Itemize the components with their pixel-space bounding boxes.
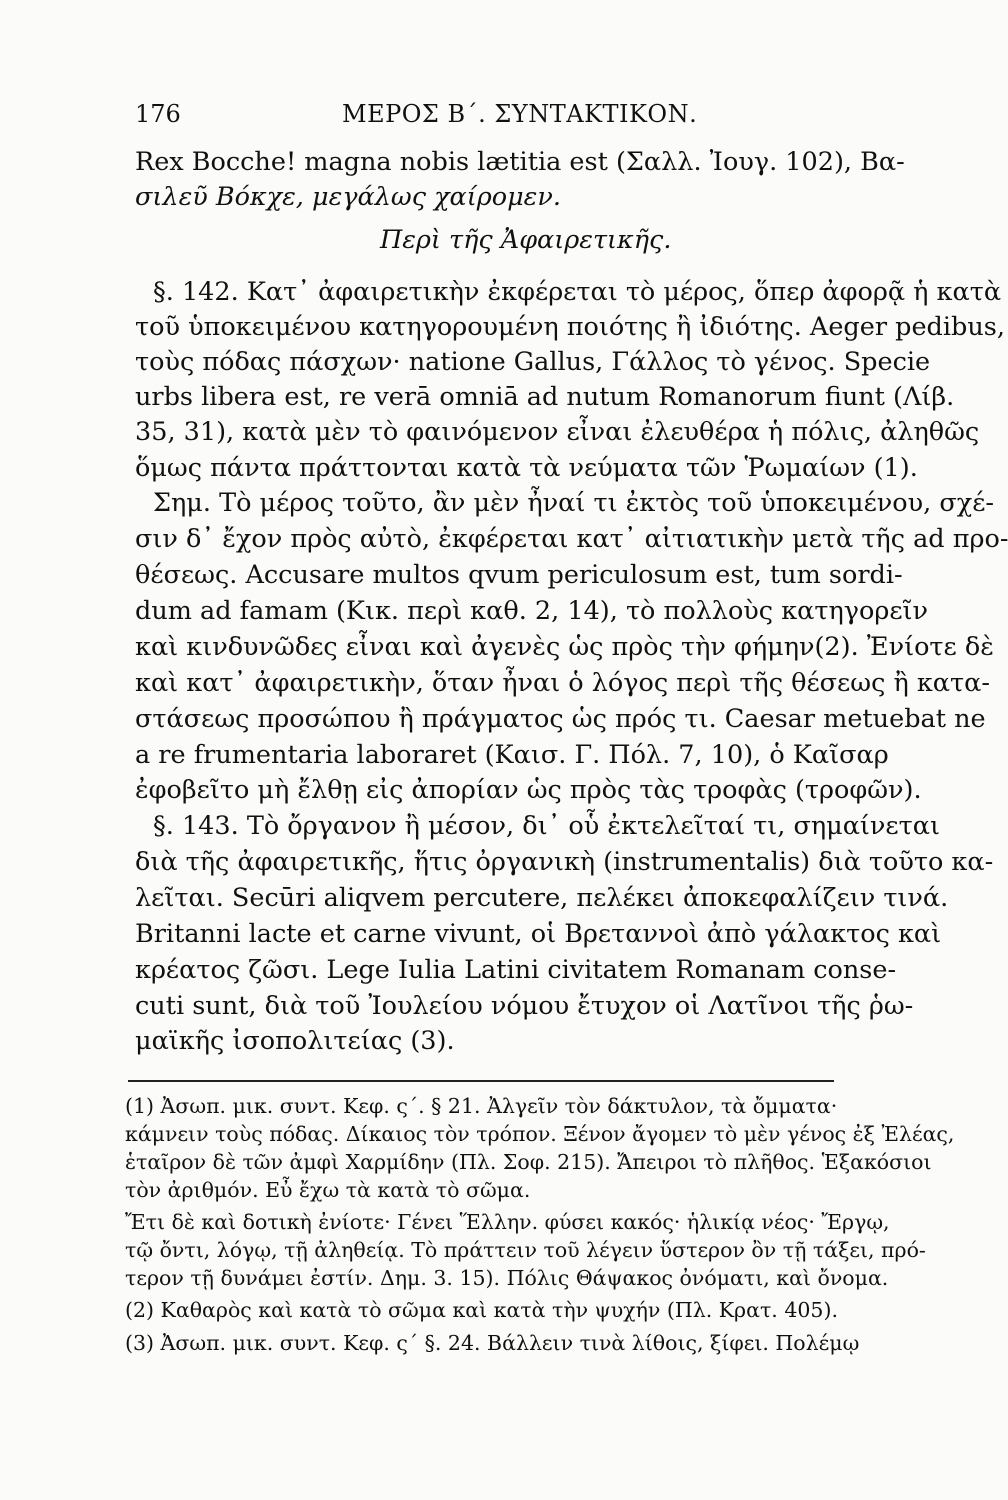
footnote-line: (2) Καθαρὸς καὶ κατὰ τὸ σῶμα καὶ κατὰ τὴν ψυχήν (Πλ. Κρατ. 405). bbox=[125, 1298, 838, 1322]
body-line: urbs libera est, re verā omniā ad nutum Romanorum fiunt (Λίβ. bbox=[135, 382, 955, 412]
body-line: κρέατος ζῶσι. Lege Iulia Latini civitatem Romanam conse- bbox=[135, 955, 897, 985]
body-line: σιλεῦ Βόκχε, μεγάλως χαίρομεν. bbox=[135, 182, 561, 212]
body-line: Σημ. Τὸ μέρος τοῦτο, ἂν μὲν ἦναί τι ἐκτὸς τοῦ ὑποκειμένου, σχέ- bbox=[153, 488, 995, 518]
body-line: καὶ κινδυνῶδες εἶναι καὶ ἀγενὲς ὡς πρὸς τὴν φήμην(2). Ἐνίοτε δὲ bbox=[135, 632, 994, 662]
body-line: Britanni lacte et carne vivunt, οἱ Βρεταννοὶ ἀπὸ γάλακτος καὶ bbox=[135, 919, 942, 949]
body-line: dum ad famam (Κικ. περὶ καθ. 2, 14), τὸ πολλοὺς κατηγορεῖν bbox=[135, 596, 929, 626]
body-line: τοῦ ὑποκειμένου κατηγορουμένη ποιότης ἢ ἰδιότης. Aeger pedibus, bbox=[135, 312, 1005, 342]
body-line: μαϊκῆς ἰσοπολιτείας (3). bbox=[135, 1026, 455, 1056]
running-title: ΜΕΡΟΣ Β΄. ΣΥΝΤΑΚΤΙΚΟΝ. bbox=[342, 100, 698, 128]
page-number: 176 bbox=[135, 100, 181, 128]
body-line: τοὺς πόδας πάσχων· natione Gallus, Γάλλος τὸ γένος. Specie bbox=[135, 347, 931, 377]
body-line: σιν δ᾽ ἔχον πρὸς αὐτὸ, ἐκφέρεται κατ᾽ αἰτιατικὴν μετὰ τῆς ad προ- bbox=[135, 524, 1008, 554]
body-line: καὶ κατ᾽ ἀφαιρετικὴν, ὅταν ἦναι ὁ λόγος περὶ τῆς θέσεως ἢ κατα- bbox=[135, 668, 990, 698]
body-line: ἐφοβεῖτο μὴ ἔλθῃ εἰς ἀπορίαν ὡς πρὸς τὰς τροφὰς (τροφῶν). bbox=[135, 775, 922, 805]
running-header bbox=[135, 100, 835, 140]
footnote-line: Ἔτι δὲ καὶ δοτικὴ ἐνίοτε· Γένει Ἕλλην. φύσει κακός· ἡλικίᾳ νέος· Ἔργῳ, bbox=[125, 1210, 890, 1234]
footnote-line: κάμνειν τοὺς πόδας. Δίκαιος τὸν τρόπον. Ξένον ἄγομεν τὸ μὲν γένος ἐξ Ἐλέας, bbox=[125, 1122, 955, 1146]
body-line: 35, 31), κατὰ μὲν τὸ φαινόμενον εἶναι ἐλευθέρα ἡ πόλις, ἀληθῶς bbox=[135, 417, 980, 447]
body-line: θέσεως. Accusare multos qvum periculosum est, tum sordi- bbox=[135, 560, 903, 590]
body-line: §. 143. Τὸ ὄργανον ἢ μέσον, δι᾽ οὗ ἐκτελεῖταί τι, σημαίνεται bbox=[153, 811, 940, 841]
body-line: λεῖται. Secūri aliqvem percutere, πελέκει ἀποκεφαλίζειν τινά. bbox=[135, 883, 949, 913]
section-heading: Περὶ τῆς Ἀφαιρετικῆς. bbox=[380, 225, 672, 255]
footnote-line: ἑταῖρον δὲ τῶν ἀμφὶ Χαρμίδην (Πλ. Σοφ. 215). Ἄπειροι τὸ πλῆθος. Ἑξακόσιοι bbox=[125, 1150, 932, 1174]
footnote-line: (1) Ἀσωπ. μικ. συντ. Κεφ. ς΄. § 21. Ἀλγεῖν τὸν δάκτυλον, τὰ ὄμματα· bbox=[125, 1094, 838, 1118]
body-line: §. 142. Κατ᾽ ἀφαιρετικὴν ἐκφέρεται τὸ μέρος, ὅπερ ἀφορᾷ ἡ κατὰ bbox=[153, 277, 1002, 307]
footnote-line: τερον τῇ δυνάμει ἐστίν. Δημ. 3. 15). Πόλις Θάψακος ὀνόματι, καὶ ὄνομα. bbox=[125, 1266, 889, 1290]
body-line: Rex Bocche! magna nobis lætitia est (Σαλλ. Ἰουγ. 102), Βα- bbox=[135, 147, 905, 177]
footnote-line: τῷ ὄντι, λόγῳ, τῇ ἀληθείᾳ. Τὸ πράττειν τοῦ λέγειν ὕστερον ὂν τῇ τάξει, πρό- bbox=[125, 1238, 926, 1262]
body-line: cuti sunt, διὰ τοῦ Ἰουλείου νόμου ἔτυχον οἱ Λατῖνοι τῆς ῥω- bbox=[135, 991, 914, 1021]
footnote-line: τὸν ἀριθμόν. Εὖ ἔχω τὰ κατὰ τὸ σῶμα. bbox=[125, 1178, 531, 1202]
footnote-line: (3) Ἀσωπ. μικ. συντ. Κεφ. ς΄ §. 24. Βάλλειν τινὰ λίθοις, ξίφει. Πολέμῳ bbox=[125, 1331, 860, 1355]
body-line: στάσεως προσώπου ἢ πράγματος ὡς πρός τι. Caesar metuebat ne bbox=[135, 704, 986, 734]
footnote-rule bbox=[128, 1080, 834, 1082]
body-line: ὅμως πάντα πράττονται κατὰ τὰ νεύματα τῶν Ῥωμαίων (1). bbox=[135, 453, 918, 483]
body-line: a re frumentaria laboraret (Καισ. Γ. Πόλ. 7, 10), ὁ Καῖσαρ bbox=[135, 740, 889, 770]
body-line: διὰ τῆς ἀφαιρετικῆς, ἥτις ὀργανικὴ (instrumentalis) διὰ τοῦτο κα- bbox=[135, 847, 994, 877]
